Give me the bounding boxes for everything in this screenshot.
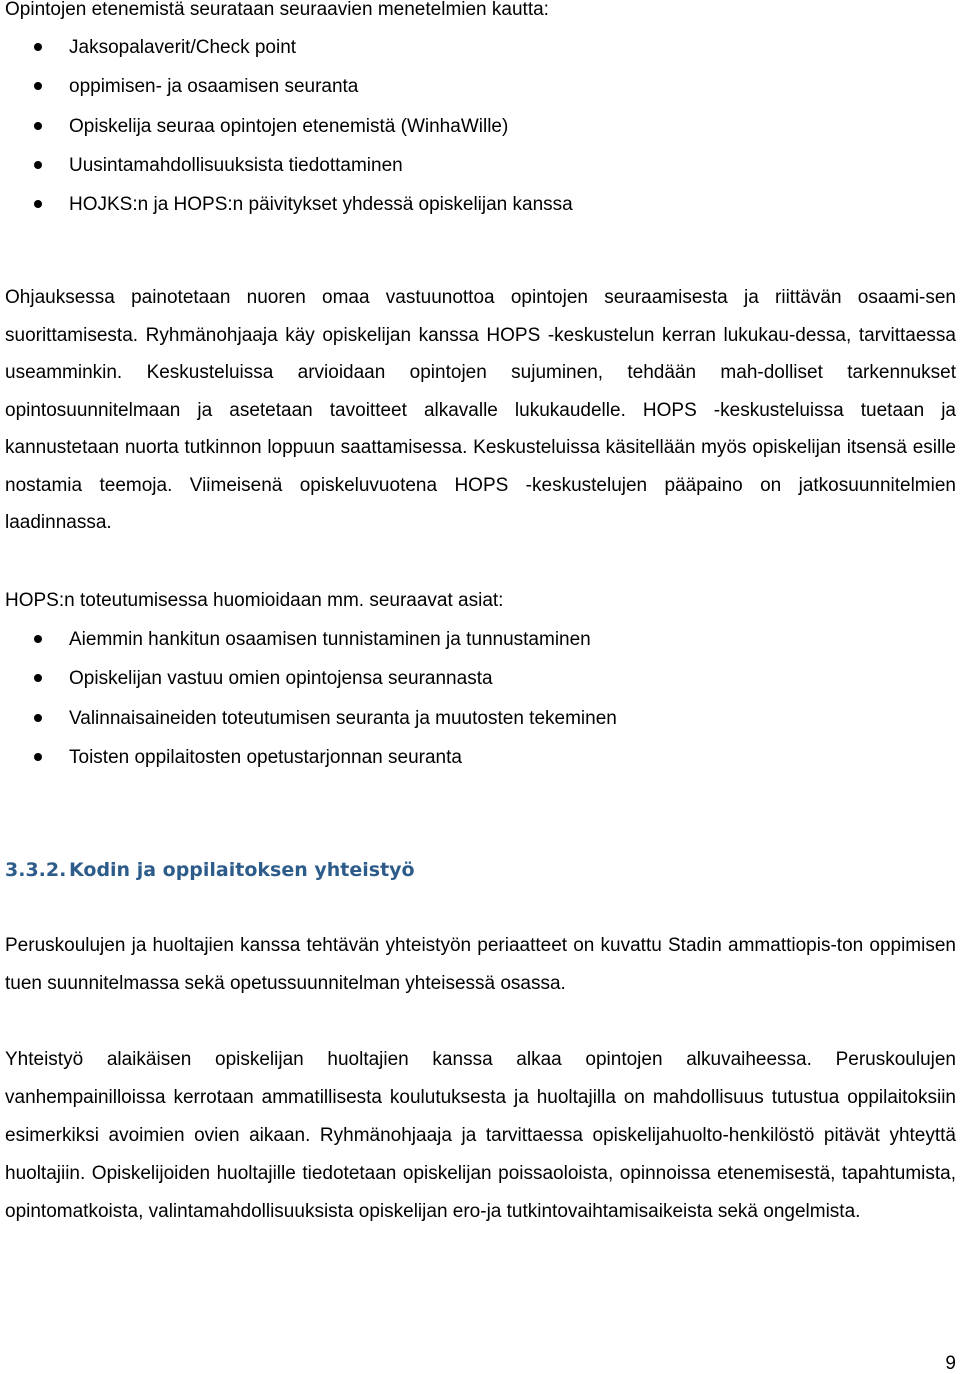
cooperation-paragraph: Peruskoulujen ja huoltajien kanssa tehtävän yhteistyön periaatteet on kuvattu Stadin ammattiopis-ton oppimisen tuen suunnitelmassa sekä opetussuunnitelman yhteisessä osassa. — [5, 935, 956, 994]
section-title: Kodin ja oppilaitoksen yhteistyö — [69, 859, 415, 881]
section-number: 3.3.2. — [5, 859, 67, 881]
list-item-text: Jaksopalaverit/Check point — [69, 37, 297, 58]
list-item-text: Opiskelijan vastuu omien opintojensa seurannasta — [69, 668, 493, 690]
section-heading — [5, 858, 415, 882]
list-item-text: Aiemmin hankitun osaamisen tunnistaminen ja tunnustaminen — [69, 629, 591, 650]
page-number: 9 — [945, 1353, 956, 1374]
hops-intro-text: HOPS:n toteutumisessa huomioidaan mm. seuraavat asiat: — [5, 590, 504, 611]
minors-paragraph: Yhteistyö alaikäisen opiskelijan huoltajien kanssa alkaa opintojen alkuvaiheessa. Peruskoulujen vanhempainilloissa kerrotaan ammatillisesta koulutuksesta ja huoltajilla on mahdollisuus tutustua oppilaitoksiin esimerkiksi avoimien ovien aikaan. Ryhmänohjaaja ja tarvittaessa opiskelijahuolto-henkilöstö pitävät yhteyttä huoltajiin. Opiskelijoiden huoltajille tiedotetaan opiskelijan poissaoloista, opinnoissa etenemisestä, tapahtumista, opintomatkoista, valintamahdollisuuksista opiskelijan ero-ja tutkintovaihtamisaikeista sekä ongelmista. — [5, 1049, 956, 1222]
list-item-text: Toisten oppilaitosten opetustarjonnan seuranta — [69, 746, 462, 768]
list-item-text: Uusintamahdollisuuksista tiedottaminen — [69, 154, 403, 176]
bullet-icon — [34, 161, 42, 169]
list-item-text: HOJKS:n ja HOPS:n päivitykset yhdessä opiskelijan kanssa — [69, 194, 573, 216]
bullet-icon — [34, 43, 42, 51]
guidance-paragraph: Ohjauksessa painotetaan nuoren omaa vastuunottoa opintojen seuraamisesta ja riittävän osaami-sen suorittamisesta. Ryhmänohjaaja käy opiskelijan kanssa HOPS -keskustelun kerran lukukau-dessa, tarvittaessa useamminkin. Keskusteluissa arvioidaan opintojen sujuminen, tehdään mah-dolliset tarkennukset opintosuunnitelmaan ja asetetaan tavoitteet alkavalle lukukaudelle. HOPS -keskusteluissa tuetaan ja kannustetaan nuorta tutkinnon loppuun saattamisessa. Keskusteluissa käsitellään myös opiskelijan itsensä esille nostamia teemoja. Viimeisenä opiskeluvuotena HOPS -keskustelujen pääpaino on jatkosuunnitelmien laadinnassa. — [5, 287, 956, 533]
intro-text: Opintojen etenemistä seurataan seuraavien menetelmien kautta: — [5, 0, 549, 20]
bullet-icon — [34, 122, 42, 130]
bullet-icon — [34, 674, 42, 682]
bullet-icon — [34, 635, 42, 643]
bullet-icon — [34, 753, 42, 761]
bullet-icon — [34, 714, 42, 722]
bullet-icon — [34, 200, 42, 208]
bullet-icon — [34, 82, 42, 90]
list-item-text: oppimisen- ja osaamisen seuranta — [69, 76, 359, 98]
list-item-text: Opiskelija seuraa opintojen etenemistä (WinhaWille) — [69, 115, 509, 137]
list-item-text: Valinnaisaineiden toteutumisen seuranta ja muutosten tekeminen — [69, 707, 617, 729]
